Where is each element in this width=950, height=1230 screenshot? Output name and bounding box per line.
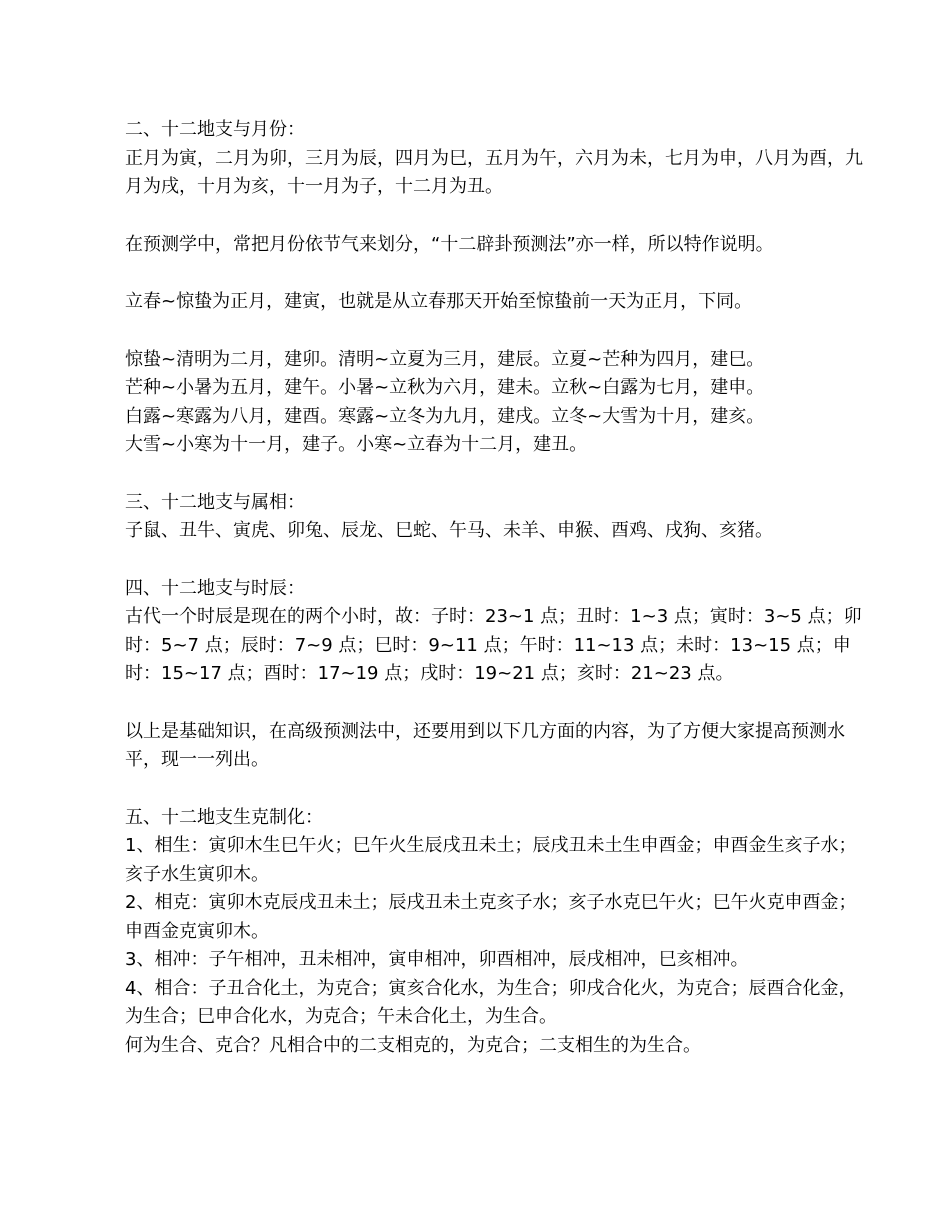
clash-item: 3、相冲：子午相冲，丑未相冲，寅申相冲，卯酉相冲，辰戌相冲，巳亥相冲。 [125, 949, 749, 970]
spacer [125, 689, 865, 718]
hours-paragraph: 古代一个时辰是现在的两个小时，故：子时：23~1 点；丑时：1~3 点；寅时：3~5 点；卯时：5~7 点；辰时：7~9 点；巳时：9~11 点；午时：11~13 点；未时：13~15 点；申时：15~17 点；酉时：17~19 点；戌时：19~21 点；亥时：21~23 点。 [125, 606, 862, 684]
solar-terms-line-3: 白露~寒露为八月，建酉。寒露~立冬为九月，建戌。立冬~大雪为十月，建亥。 [125, 405, 765, 427]
spacer [125, 546, 865, 575]
restriction-item: 2、相克：寅卯木克辰戌丑未土；辰戌丑未土克亥子水；亥子水克巳午火；巳午火克申酉金；申酉金克寅卯木。 [125, 892, 857, 942]
section-2-title: 二、十二地支与月份： [125, 119, 305, 140]
first-month-explanation: 立春~惊蛰为正月，建寅，也就是从立春那天开始至惊蛰前一天为正月，下同。 [125, 291, 753, 312]
solar-terms-intro: 在预测学中，常把月份依节气来划分，“十二辟卦预测法”亦一样，所以特作说明。 [125, 233, 774, 255]
spacer [125, 317, 865, 346]
zodiac-paragraph: 子鼠、丑牛、寅虎、卯兔、辰龙、巳蛇、午马、未羊、申猴、酉鸡、戌狗、亥猪。 [125, 520, 773, 541]
section-4-title: 四、十二地支与时辰： [125, 577, 305, 599]
months-branches-paragraph: 正月为寅，二月为卯，三月为辰，四月为巳，五月为午，六月为未，七月为申，八月为酉，九月为戌，十月为亥，十一月为子，十二月为丑。 [125, 147, 863, 197]
section-3-title: 三、十二地支与属相： [125, 491, 305, 513]
combination-question: 何为生合、克合？凡相合中的二支相克的，为克合；二支相生的为生合。 [125, 1034, 701, 1056]
spacer [125, 460, 865, 489]
document-page [125, 116, 865, 1060]
combination-item: 4、相合：子丑合化土，为克合；寅亥合化水，为生合；卯戌合化火，为克合；辰酉合化金，为生合；巳申合化水，为克合；午未合化土，为生合。 [125, 977, 857, 1027]
solar-terms-line-2: 芒种~小暑为五月，建午。小暑~立秋为六月，建未。立秋~白露为七月，建申。 [125, 377, 765, 398]
basic-knowledge-paragraph: 以上是基础知识，在高级预测法中，还要用到以下几方面的内容，为了方便大家提高预测水平，现一一列出。 [125, 720, 845, 770]
solar-terms-line-1: 惊蛰~清明为二月，建卯。清明~立夏为三月，建辰。立夏~芒种为四月，建巳。 [125, 348, 765, 370]
spacer [125, 202, 865, 231]
spacer [125, 259, 865, 288]
generation-item: 1、相生：寅卯木生巳午火；巳午火生辰戌丑未土；辰戌丑未土生申酉金；申酉金生亥子水；亥子水生寅卯木。 [125, 835, 857, 885]
spacer [125, 775, 865, 804]
solar-terms-line-4: 大雪~小寒为十一月，建子。小寒~立春为十二月，建丑。 [125, 434, 588, 455]
section-5-title: 五、十二地支生克制化： [125, 806, 323, 828]
